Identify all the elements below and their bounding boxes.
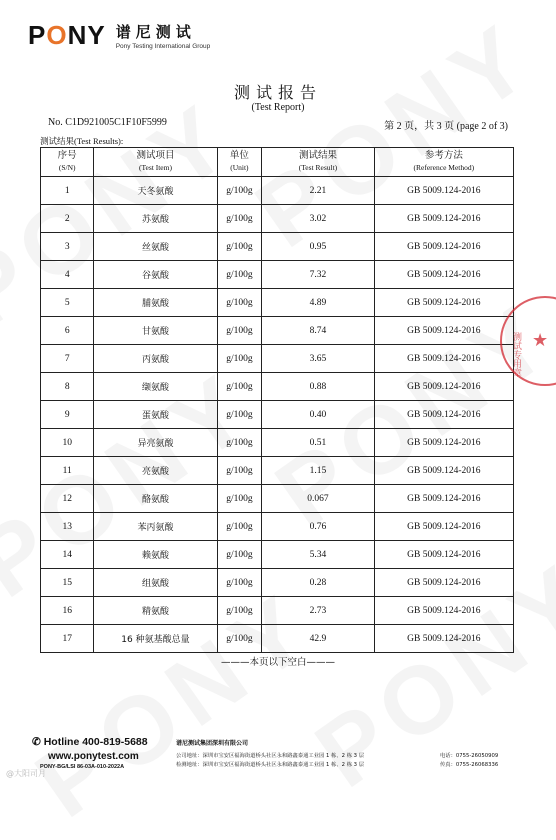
cell-item: 甘氨酸 <box>94 317 217 345</box>
table-header-row <box>41 148 514 177</box>
table-row <box>41 513 514 541</box>
cell-unit: g/100g <box>217 569 262 597</box>
table-row <box>41 597 514 625</box>
cell-unit: g/100g <box>217 625 262 653</box>
cell-method: GB 5009.124-2016 <box>374 569 513 597</box>
results-label: 测试结果(Test Results): <box>40 136 124 146</box>
logo-cn-name: 谱尼测试 <box>115 23 196 41</box>
cell-unit: g/100g <box>217 541 262 569</box>
company-address: 公司地址：深圳市宝安区福海街道桥头社区永和路鑫泰通工业园 1 栋、2 栋 3 层 <box>176 753 365 759</box>
cell-sn: 5 <box>41 289 94 317</box>
cell-unit: g/100g <box>217 429 262 457</box>
cell-result: 3.02 <box>262 205 374 233</box>
cell-unit: g/100g <box>217 261 262 289</box>
cell-sn: 15 <box>41 569 94 597</box>
cell-sn: 7 <box>41 345 94 373</box>
cell-sn: 14 <box>41 541 94 569</box>
cell-sn: 17 <box>41 625 94 653</box>
cell-item: 酪氨酸 <box>94 485 217 513</box>
cell-item: 丝氨酸 <box>94 233 217 261</box>
cell-sn: 12 <box>41 485 94 513</box>
cell-sn: 13 <box>41 513 94 541</box>
form-code: PONY-BG/LSI 86-03A-010-2022A <box>40 764 125 770</box>
cell-result: 0.88 <box>262 373 374 401</box>
table-row <box>41 485 514 513</box>
cell-item: 组氨酸 <box>94 569 217 597</box>
cell-result: 0.40 <box>262 401 374 429</box>
report-title: 测试报告 <box>233 83 322 102</box>
phone: 电话：0755-26050909 <box>440 753 499 759</box>
cell-item: 丙氨酸 <box>94 345 217 373</box>
testing-address: 检测地址：深圳市宝安区福海街道桥头社区永和路鑫泰通工业园 1 栋、2 栋 3 层 <box>176 762 365 768</box>
cell-result: 3.65 <box>262 345 374 373</box>
table-row <box>41 569 514 597</box>
cell-method: GB 5009.124-2016 <box>374 457 513 485</box>
table-row <box>41 625 514 653</box>
cell-unit: g/100g <box>217 597 262 625</box>
cell-sn: 8 <box>41 373 94 401</box>
cell-item: 亮氨酸 <box>94 457 217 485</box>
page-info: 第 2 页，共 3 页 (page 2 of 3) <box>384 121 508 132</box>
fax: 传真：0755-26068336 <box>440 762 499 768</box>
table-row <box>41 205 514 233</box>
cell-unit: g/100g <box>217 373 262 401</box>
cell-method: GB 5009.124-2016 <box>374 289 513 317</box>
cell-unit: g/100g <box>217 205 262 233</box>
cell-unit: g/100g <box>217 345 262 373</box>
seal-star-icon: ★ <box>532 330 549 350</box>
cell-result: 1.15 <box>262 457 374 485</box>
header-item: 测试项目 (Test Item) <box>94 148 217 177</box>
blank-below-note: ———本页以下空白——— <box>220 657 335 668</box>
cell-sn: 1 <box>41 177 94 205</box>
cell-sn: 16 <box>41 597 94 625</box>
cell-method: GB 5009.124-2016 <box>374 597 513 625</box>
cell-method: GB 5009.124-2016 <box>374 485 513 513</box>
cell-sn: 6 <box>41 317 94 345</box>
logo-en-name: Pony Testing International Group <box>115 43 211 50</box>
cell-result: 2.73 <box>262 597 374 625</box>
cell-unit: g/100g <box>217 317 262 345</box>
cell-item: 蛋氨酸 <box>94 401 217 429</box>
cell-result: 4.89 <box>262 289 374 317</box>
table-row <box>41 401 514 429</box>
header-sn: 序号 (S/N) <box>41 148 94 177</box>
cell-unit: g/100g <box>217 233 262 261</box>
table-row <box>41 373 514 401</box>
cell-method: GB 5009.124-2016 <box>374 177 513 205</box>
cell-unit: g/100g <box>217 457 262 485</box>
table-row <box>41 261 514 289</box>
company-logo <box>28 20 210 51</box>
cell-item: 谷氨酸 <box>94 261 217 289</box>
cell-item: 16 种氨基酸总量 <box>94 625 217 653</box>
cell-item: 苏氨酸 <box>94 205 217 233</box>
cell-sn: 2 <box>41 205 94 233</box>
header-method: 参考方法 (Reference Method) <box>374 148 513 177</box>
cell-sn: 9 <box>41 401 94 429</box>
official-seal: ★ 测试专用章 <box>500 296 556 386</box>
table-row <box>41 289 514 317</box>
table-row <box>41 345 514 373</box>
cell-result: 0.067 <box>262 485 374 513</box>
weibo-watermark: @大阳司月 <box>6 769 46 778</box>
logo-wordmark: PONY <box>28 20 106 50</box>
cell-result: 2.21 <box>262 177 374 205</box>
cell-sn: 4 <box>41 261 94 289</box>
hotline: ✆ Hotline 400-819-5688 <box>32 736 148 748</box>
header-unit: 单位 (Unit) <box>217 148 262 177</box>
cell-method: GB 5009.124-2016 <box>374 261 513 289</box>
cell-result: 7.32 <box>262 261 374 289</box>
cell-sn: 10 <box>41 429 94 457</box>
cell-sn: 11 <box>41 457 94 485</box>
header-result: 测试结果 (Test Result) <box>262 148 374 177</box>
report-number: No. C1D921005C1F10F5999 <box>48 117 167 128</box>
cell-sn: 3 <box>41 233 94 261</box>
results-table <box>40 147 514 653</box>
cell-method: GB 5009.124-2016 <box>374 345 513 373</box>
table-row <box>41 429 514 457</box>
cell-item: 赖氨酸 <box>94 541 217 569</box>
cell-result: 0.51 <box>262 429 374 457</box>
cell-result: 0.76 <box>262 513 374 541</box>
cell-method: GB 5009.124-2016 <box>374 429 513 457</box>
cell-result: 8.74 <box>262 317 374 345</box>
cell-method: GB 5009.124-2016 <box>374 205 513 233</box>
table-row <box>41 457 514 485</box>
cell-item: 异亮氨酸 <box>94 429 217 457</box>
cell-method: GB 5009.124-2016 <box>374 541 513 569</box>
cell-item: 苯丙氨酸 <box>94 513 217 541</box>
cell-item: 脯氨酸 <box>94 289 217 317</box>
table-row <box>41 233 514 261</box>
cell-result: 5.34 <box>262 541 374 569</box>
website-link[interactable]: www.ponytest.com <box>48 751 139 762</box>
cell-result: 0.28 <box>262 569 374 597</box>
company-name: 谱尼测试集团深圳有限公司 <box>176 740 249 747</box>
table-row <box>41 317 514 345</box>
cell-unit: g/100g <box>217 401 262 429</box>
cell-unit: g/100g <box>217 177 262 205</box>
cell-unit: g/100g <box>217 289 262 317</box>
cell-result: 42.9 <box>262 625 374 653</box>
cell-item: 精氨酸 <box>94 597 217 625</box>
cell-item: 天冬氨酸 <box>94 177 217 205</box>
cell-method: GB 5009.124-2016 <box>374 317 513 345</box>
cell-method: GB 5009.124-2016 <box>374 233 513 261</box>
cell-result: 0.95 <box>262 233 374 261</box>
cell-item: 缬氨酸 <box>94 373 217 401</box>
cell-unit: g/100g <box>217 485 262 513</box>
table-row <box>41 177 514 205</box>
table-row <box>41 541 514 569</box>
cell-method: GB 5009.124-2016 <box>374 625 513 653</box>
report-subtitle: (Test Report) <box>251 102 305 113</box>
cell-method: GB 5009.124-2016 <box>374 373 513 401</box>
cell-method: GB 5009.124-2016 <box>374 513 513 541</box>
cell-unit: g/100g <box>217 513 262 541</box>
cell-method: GB 5009.124-2016 <box>374 401 513 429</box>
